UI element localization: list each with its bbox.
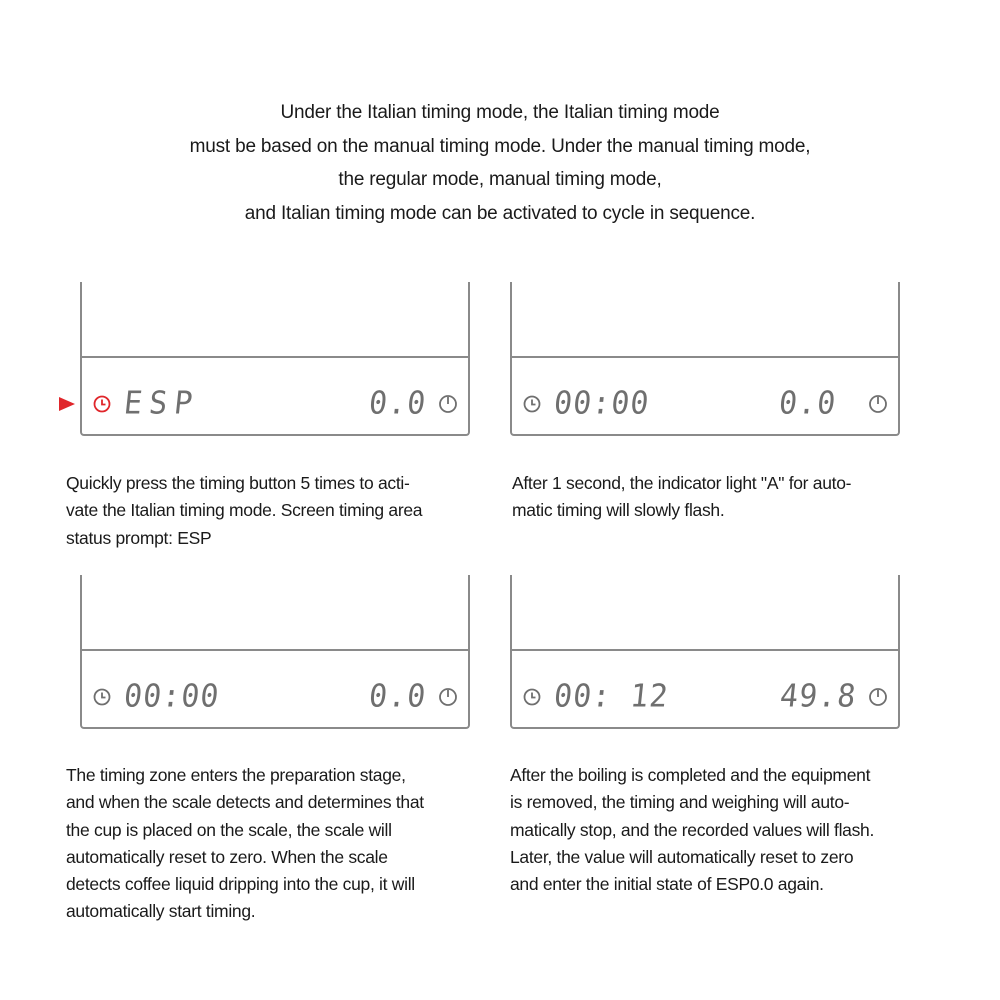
clock-icon [523, 395, 541, 413]
red-arrow-icon [57, 395, 77, 413]
caption-line: automatically start timing. [66, 901, 256, 922]
caption-line: vate the Italian timing mode. Screen timing area [66, 500, 423, 521]
scale-display [510, 649, 898, 729]
intro-line: must be based on the manual timing mode. Under the manual timing mode, [189, 135, 811, 157]
intro-line: Under the Italian timing mode, the Italian timing mode [280, 102, 720, 123]
caption-line: After 1 second, the indicator light "A" for auto- [512, 473, 852, 493]
caption-line: is removed, the timing and weighing will auto- [510, 792, 850, 813]
caption-line: detects coffee liquid dripping into the cup, it will [66, 874, 415, 895]
caption-line: After the boiling is completed and the equipment [510, 765, 871, 785]
timer-icon [868, 687, 888, 707]
caption-line: Quickly press the timing button 5 times to acti- [66, 473, 410, 493]
caption-2 [512, 470, 851, 525]
caption-line: and enter the initial state of ESP0.0 again. [510, 874, 824, 895]
scale-display [80, 649, 468, 729]
scale-display [80, 356, 468, 436]
clock-icon [93, 395, 111, 413]
caption-3 [66, 762, 424, 926]
timer-readout: 00:00 [122, 678, 222, 715]
clock-icon [93, 688, 111, 706]
weight-readout: 0.0 [366, 678, 428, 715]
caption-line: automatically reset to zero. When the scale [66, 846, 388, 867]
caption-line: and when the scale detects and determines that [66, 792, 424, 813]
caption-line: the cup is placed on the scale, the scale will [66, 819, 392, 840]
timer-icon [438, 394, 458, 414]
weight-readout: 49.8 [777, 678, 858, 715]
caption-line: matic timing will slowly flash. [512, 500, 725, 521]
clock-icon [523, 688, 541, 706]
timer-readout: ESP [122, 385, 202, 422]
scale-panel-1 [80, 282, 468, 436]
caption-line: The timing zone enters the preparation stage, [66, 765, 406, 785]
timer-icon [868, 394, 888, 414]
caption-line: status prompt: ESP [66, 527, 212, 548]
scale-panel-2 [510, 282, 898, 436]
scale-panel-3 [80, 575, 468, 729]
caption-1 [66, 470, 422, 552]
caption-4 [510, 762, 874, 898]
intro-line: the regular mode, manual timing mode, [338, 169, 662, 190]
caption-line: matically stop, and the recorded values will flash. [510, 819, 875, 840]
scale-panel-4 [510, 575, 898, 729]
intro-line: and Italian timing mode can be activated to cycle in sequence. [244, 202, 756, 224]
timer-readout: 00:00 [552, 385, 652, 422]
weight-readout: 0.0 [776, 385, 838, 422]
timer-readout: 00: 12 [552, 678, 671, 715]
intro-text [60, 96, 940, 230]
weight-readout: 0.0 [366, 385, 428, 422]
scale-display [510, 356, 898, 436]
caption-line: Later, the value will automatically reset to zero [510, 846, 854, 867]
timer-icon [438, 687, 458, 707]
